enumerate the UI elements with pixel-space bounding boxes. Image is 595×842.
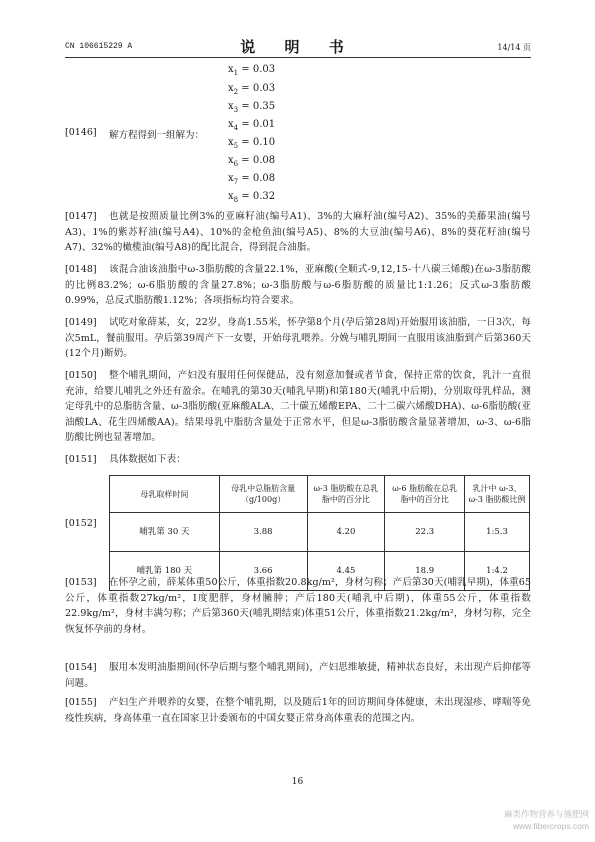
- paragraph-text: 试吃对象薛某，女，22岁，身高1.55米，怀孕第8个月(孕后第28周)开始服用该油脂，一日3次，每次5mL，餐前服用。孕后第39周产下一女婴，开始母乳喂养。分娩与哺乳期间一直服用该油脂到产后第360天(12个月)断奶。: [65, 317, 531, 359]
- solution-x5: $x_5 = 0.10$: [228, 137, 276, 150]
- paragraph-0154: [65, 660, 531, 691]
- table-cell: 18.9: [385, 552, 465, 591]
- table-row: [110, 513, 530, 552]
- watermark-line1: 麻类作物营养与施肥网: [503, 809, 589, 819]
- page-of: 14/14 页: [497, 43, 531, 52]
- table-cell: 4.20: [307, 513, 385, 552]
- paragraph-0151: [65, 452, 531, 468]
- paragraph-number: [0151]: [65, 454, 97, 465]
- table-cell: 3.88: [219, 513, 307, 552]
- page-number: 16: [291, 777, 304, 787]
- table-header-cell: ω-6 脂肪酸在总乳脂中的百分比: [385, 476, 465, 513]
- table-cell: 4.45: [307, 552, 385, 591]
- header-rule: [65, 57, 531, 58]
- table-header-cell: 母乳取样时间: [110, 476, 220, 513]
- paragraph-text: 具体数据如下表：: [109, 454, 186, 465]
- solution-x8: $x_8 = 0.32$: [228, 191, 276, 204]
- paragraph-number: [0153]: [65, 577, 97, 588]
- paragraph-0148: [65, 262, 531, 309]
- paragraph-text: 产妇生产并喂养的女婴，在整个哺乳期，以及随后1年的回访期间身体健康，未出现湿疹、哮喘等免疫性疾病，身高体重一直在国家卫计委颁布的中国女婴正常身高体重表的范围之内。: [65, 697, 531, 724]
- paragraph-number: [0149]: [65, 317, 97, 328]
- table-cell: 1:5.3: [465, 513, 530, 552]
- solution-x6: $x_6 = 0.08$: [228, 155, 276, 168]
- table-cell: 22.3: [385, 513, 465, 552]
- paragraph-number-0146: [0146]: [65, 127, 97, 138]
- table-cell: 哺乳第 30 天: [110, 513, 220, 552]
- paragraph-number: [0148]: [65, 264, 97, 275]
- paragraph-number-0152: [0152]: [65, 518, 97, 529]
- table-header-row: [110, 476, 530, 513]
- solution-x3: $x_3 = 0.35$: [228, 101, 276, 114]
- paragraph-0146-text: 解方程得到一组解为：: [109, 130, 205, 141]
- solution-x2: $x_2 = 0.03$: [228, 83, 276, 96]
- paragraph-number: [0154]: [65, 662, 97, 673]
- table-header-cell: 乳汁中 ω-3、ω-3 脂肪酸比例: [465, 476, 530, 513]
- paragraph-0153: [65, 575, 531, 637]
- table-header-cell: 母乳中总脂肪含量（g/100g）: [219, 476, 307, 513]
- solution-x1: $x_1 = 0.03$: [228, 64, 276, 77]
- watermark: [504, 808, 589, 832]
- paragraph-text: 在怀孕之前，薛某体重50公斤，体重指数20.8kg/m²，身材匀称；产后第30天(哺乳早期)，体重65公斤，体重指数27kg/m²，I度肥胖，身材臃肿；产后180天(哺乳中后期)，体重55公斤，体重指数22.9kg/m²，身材丰满匀称；产后第360天(哺乳期结束)体重51公斤，体重指数21.2kg/m²，身材匀称，完全恢复怀孕前的身材。: [65, 577, 531, 635]
- paragraph-number: [0150]: [65, 370, 97, 381]
- table-cell: 哺乳第 180 天: [110, 552, 220, 591]
- paragraph-0149: [65, 315, 531, 362]
- document-id: CN 106615229 A: [65, 42, 133, 51]
- watermark-line2: www.fibercrops.com: [512, 821, 589, 831]
- paragraph-text: 整个哺乳期间，产妇没有服用任何保健品，没有刻意加餐或者节食，保持正常的饮食，乳汁一直很充沛，给婴儿哺乳之外还有盈余。在哺乳的第30天(哺乳早期)和第180天(哺乳中后期)，分别取母乳样品，测定母乳中的总脂肪含量、ω-3脂肪酸(亚麻酸ALA、二十碳五烯酸EPA、二十二碳六烯酸DHA)、ω-6脂肪酸(亚油酸LA、花生四烯酸AA)。结果母乳中脂肪含量处于正常水平，但是ω-3脂肪酸含量显著增加，ω-3、ω-6脂肪酸比例也显著增加。: [65, 370, 531, 443]
- paragraph-0150: [65, 368, 531, 446]
- paragraph-text: 该混合油该油脂中ω-3脂肪酸的含量22.1%，亚麻酸(全顺式-9,12,15-十八碳三烯酸)在ω-3脂肪酸的比例83.2%；ω-6脂肪酸的含量27.8%；ω-3脂肪酸与ω-6脂肪酸的质量比1:1.26；反式ω-3脂肪酸0.99%，总反式脂肪酸1.12%；各项指标均符合要求。: [65, 264, 531, 306]
- document-title: 说 明 书: [240, 38, 356, 56]
- paragraph-number: [0147]: [65, 211, 97, 222]
- page-header: [65, 40, 531, 56]
- solution-x4: $x_4 = 0.01$: [228, 119, 276, 132]
- table-cell: 1:4.2: [465, 552, 530, 591]
- solution-x7: $x_7 = 0.08$: [228, 173, 276, 186]
- breast-milk-data-table: [109, 475, 530, 591]
- paragraph-number: [0155]: [65, 697, 97, 708]
- table-header-cell: ω-3 脂肪酸在总乳脂中的百分比: [307, 476, 385, 513]
- paragraph-text: 服用本发明油脂期间(怀孕后期与整个哺乳期间)，产妇思维敏捷，精神状态良好，未出现产后抑郁等问题。: [65, 662, 531, 689]
- table-cell: 3.66: [219, 552, 307, 591]
- paragraph-text: 也就是按照质量比例3%的亚麻籽油(编号A1)、3%的大麻籽油(编号A2)、35%的美藤果油(编号A3)、1%的紫苏籽油(编号A4)、10%的金枪鱼油(编号A5)、8%的大豆油(编号A6)、8%的葵花籽油(编号A7)、32%的橄榄油(编号A8)的配比混合，得到混合油脂。: [65, 211, 531, 253]
- paragraph-0155: [65, 695, 531, 726]
- paragraph-0147: [65, 209, 531, 256]
